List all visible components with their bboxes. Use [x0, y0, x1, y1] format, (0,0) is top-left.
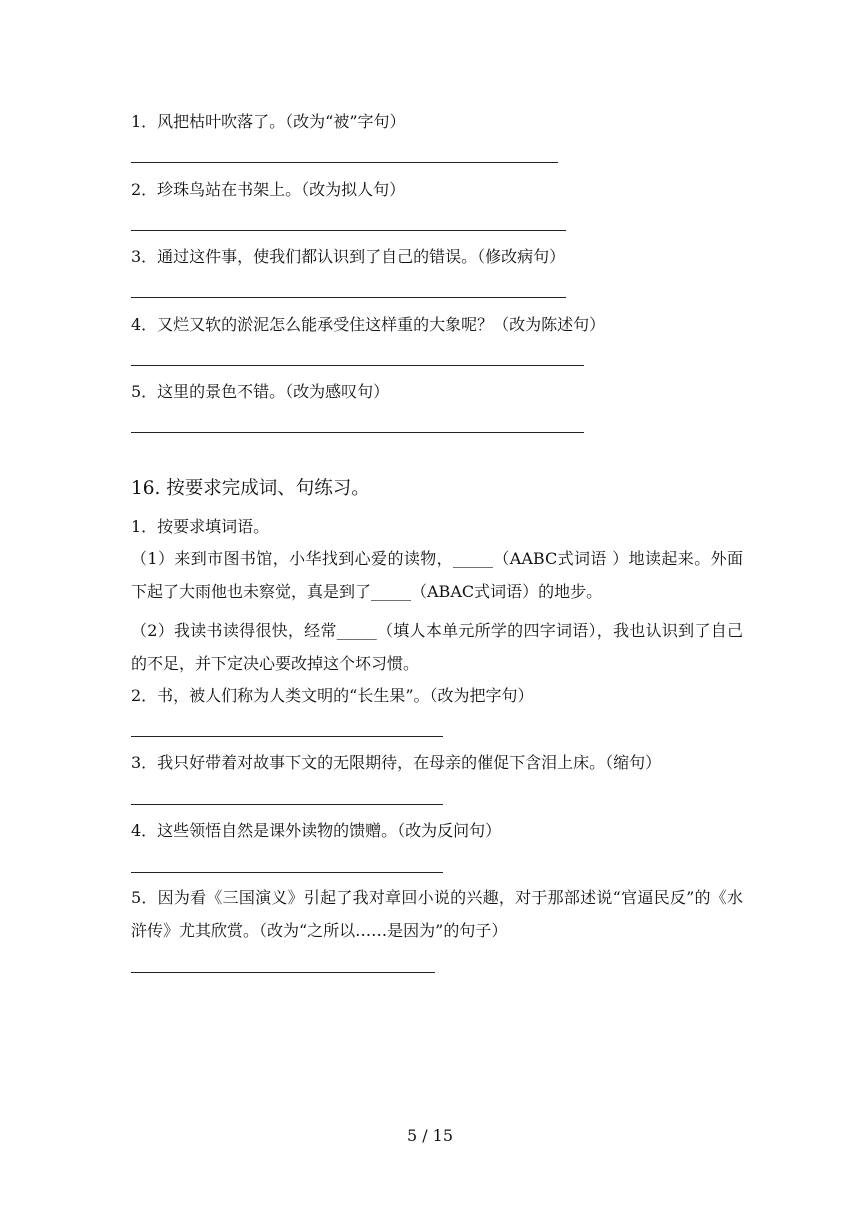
question-5: 5．这里的景色不错。（改为感叹句） — [131, 382, 390, 401]
sub-question-1: 1．按要求填词语。 — [131, 517, 270, 536]
question-2: 2．珍珠鸟站在书架上。（改为拟人句） — [131, 180, 406, 199]
answer-line-s2 — [131, 736, 443, 737]
question-3: 3．通过这件事，使我们都认识到了自己的错误。（修改病句） — [131, 247, 566, 266]
answer-line-1 — [131, 162, 558, 163]
answer-line-4 — [131, 365, 584, 366]
answer-line-5 — [131, 432, 584, 433]
answer-line-s5 — [131, 972, 435, 973]
section-heading: 16. 按要求完成词、句练习。 — [131, 478, 370, 499]
page-number: 5 / 15 — [406, 1126, 454, 1145]
sub-question-2: 2．书，被人们称为人类文明的“长生果”。（改为把字句） — [131, 686, 534, 705]
question-1: 1．风把枯叶吹落了。（改为“被”字句） — [131, 112, 406, 131]
answer-line-3 — [131, 297, 566, 298]
sub-question-3: 3．我只好带着对故事下文的无限期待，在母亲的催促下含泪上床。（缩句） — [131, 753, 662, 772]
fill-blank-paragraph-1: （1）来到市图书馆，小华找到心爱的读物，_____（AABC式词语 ）地读起来。外面下起了大雨他也未察觉，真是到了_____（ABAC式词语）的地步。 — [131, 549, 743, 601]
question-4: 4．又烂又软的淤泥怎么能承受住这样重的大象呢？（改为陈述句） — [131, 315, 606, 334]
sub-question-4: 4．这些领悟自然是课外读物的馈赠。（改为反问句） — [131, 821, 502, 840]
fill-blank-paragraph-2: （2）我读书读得很快，经常_____（填人本单元所学的四字词语），我也认识到了自己的不足，并下定决心要改掉这个坏习惯。 — [131, 621, 743, 673]
answer-line-2 — [131, 230, 566, 231]
sub-question-5: 5．因为看《三国演义》引起了我对章回小说的兴趣，对于那部述说“官逼民反”的《水浒传》尤其欣赏。（改为“之所以……是因为”的句子） — [131, 888, 743, 940]
answer-line-s4 — [131, 872, 443, 873]
answer-line-s3 — [131, 804, 443, 805]
